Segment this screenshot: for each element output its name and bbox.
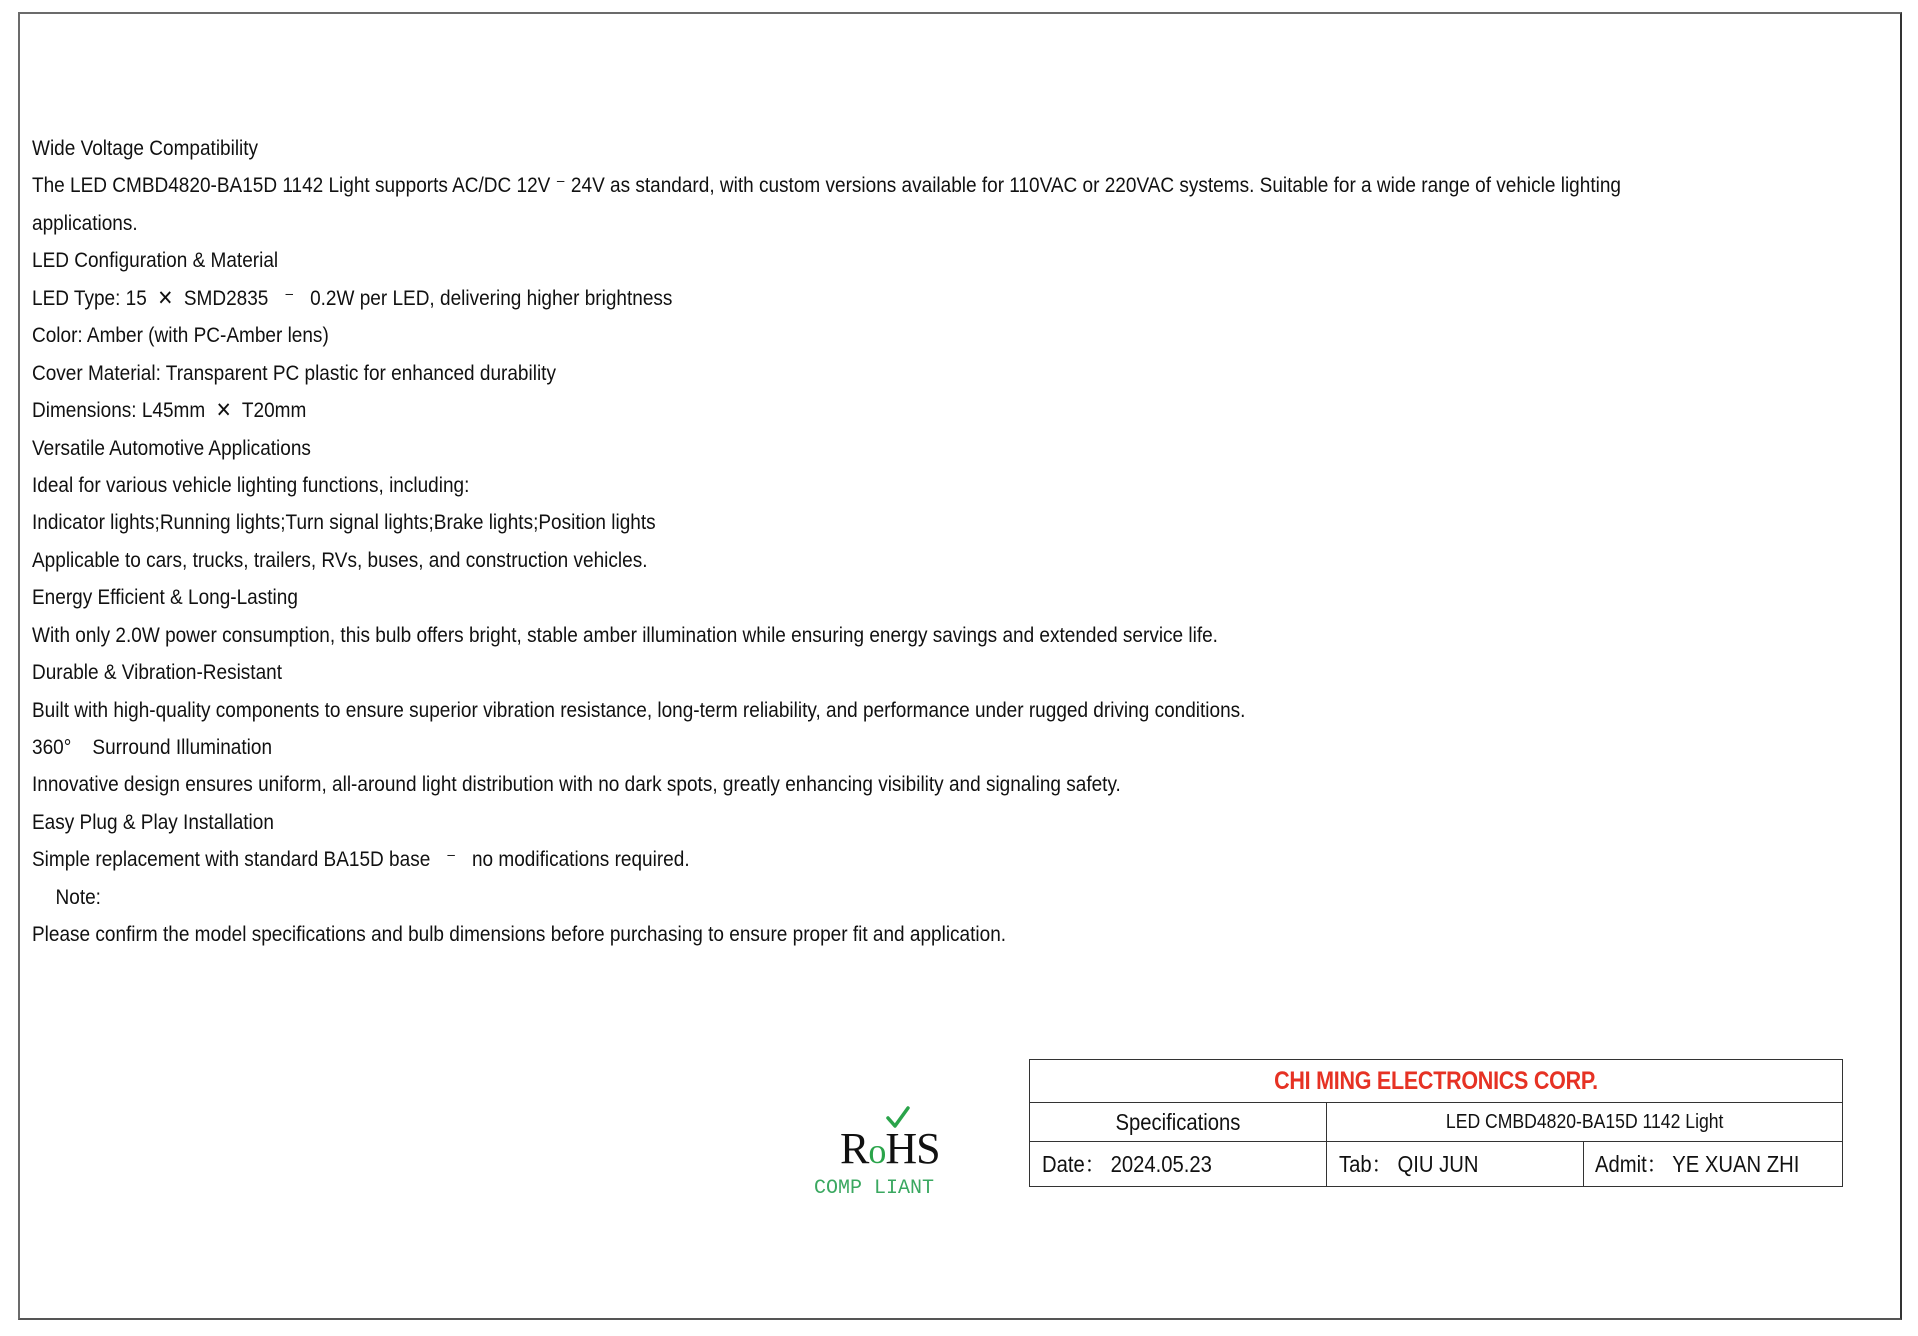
spec-body <box>32 130 1621 954</box>
heading-wide-voltage: Wide Voltage Compatibility <box>32 137 259 160</box>
specifications-label: Specifications <box>1030 1103 1327 1141</box>
heading-energy-efficient: Energy Efficient & Long-Lasting <box>32 586 298 610</box>
paragraph-voltage: The LED CMBD4820-BA15D 1142 Light supports AC/DC 12V ⁻ 24V as standard, with custom versions available for 110VAC or 220VAC systems. Suitable for a wide range of vehicle lighting <box>32 174 1621 198</box>
spec-dimensions: Dimensions: L45mm ✕ T20mm <box>32 399 307 423</box>
tab-cell: Tab： QIU JUN <box>1327 1142 1584 1186</box>
paragraph-installation: Simple replacement with standard BA15D base ⁻ no modifications required. <box>32 848 690 872</box>
company-name: CHI MING ELECTRONICS CORP. <box>1274 1067 1598 1095</box>
paragraph-voltage-continued: applications. <box>32 211 138 235</box>
admit-cell: Admit： YE XUAN ZHI <box>1595 1151 1800 1177</box>
heading-durable: Durable & Vibration-Resistant <box>32 661 283 685</box>
rohs-text: RoHS <box>840 1124 940 1173</box>
company-row <box>1030 1060 1842 1103</box>
heading-led-configuration: LED Configuration & Material <box>32 249 279 273</box>
date-cell: Date： 2024.05.23 <box>1030 1142 1327 1186</box>
heading-surround-illumination: 360° Surround Illumination <box>32 736 273 759</box>
spec-led-type: LED Type: 15 ✕ SMD2835 ⁻ 0.2W per LED, delivering higher brightness <box>32 286 673 310</box>
product-name: LED CMBD4820-BA15D 1142 Light <box>1445 1111 1724 1133</box>
compliant-text: COMP LIANT <box>814 1177 935 1200</box>
spec-color: Color: Amber (with PC-Amber lens) <box>32 324 329 348</box>
signoff-row <box>1030 1142 1842 1186</box>
paragraph-light-functions: Indicator lights;Running lights;Turn signal lights;Brake lights;Position lights <box>32 511 656 535</box>
heading-installation: Easy Plug & Play Installation <box>32 810 274 834</box>
note-text: Please confirm the model specifications and bulb dimensions before purchasing to ensure proper fit and application. <box>32 923 1007 947</box>
specifications-row <box>1030 1103 1842 1142</box>
spec-cover-material: Cover Material: Transparent PC plastic for enhanced durability <box>32 361 556 385</box>
paragraph-illumination: Innovative design ensures uniform, all-around light distribution with no dark spots, greatly enhancing visibility and signaling safety. <box>32 773 1121 797</box>
paragraph-durable: Built with high-quality components to ensure superior vibration resistance, long-term reliability, and performance under rugged driving conditions. <box>32 698 1246 722</box>
title-block-table <box>1029 1059 1843 1187</box>
heading-applications: Versatile Automotive Applications <box>32 436 311 460</box>
paragraph-energy: With only 2.0W power consumption, this bulb offers bright, stable amber illumination while ensuring energy savings and extended service life. <box>32 623 1218 647</box>
paragraph-applications-intro: Ideal for various vehicle lighting functions, including: <box>32 473 470 497</box>
rohs-compliant-logo <box>812 1105 952 1205</box>
note-label: Note: <box>55 885 101 909</box>
paragraph-vehicles: Applicable to cars, trucks, trailers, RVs, buses, and construction vehicles. <box>32 548 648 572</box>
